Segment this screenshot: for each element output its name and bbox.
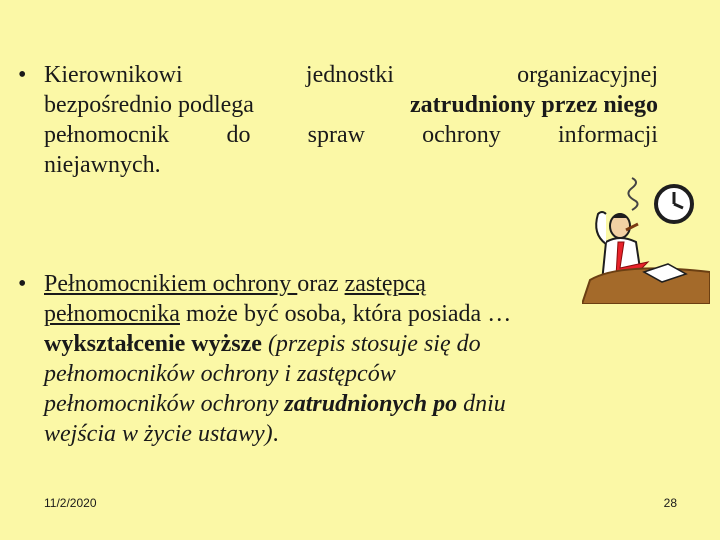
paragraph-line: wejścia w życie ustawy). (44, 421, 279, 447)
footer-date: 11/2/2020 (44, 496, 97, 510)
paragraph-line: bezpośrednio podlega zatrudniony przez niego (44, 92, 658, 118)
clock-icon (656, 186, 692, 222)
businessman-clock-clipart (582, 172, 710, 304)
bullet-dot: • (18, 271, 27, 297)
paragraph-line: pełnomocników ochrony i zastępców (44, 361, 396, 387)
paragraph-line: Pełnomocnikiem ochrony oraz zastępcą (44, 271, 426, 297)
paragraph-line: wykształcenie wyższe (przepis stosuje się do (44, 331, 481, 357)
paragraph-first (44, 60, 658, 180)
page-number: 28 (663, 496, 677, 510)
paragraph-line: Kierownikowi jednostki organizacyjnej (44, 62, 658, 88)
bullet-dot: • (18, 62, 27, 88)
paragraph-line: pełnomocnika może być osoba, która posiada … (44, 301, 512, 327)
paragraph-line: pełnomocników ochrony zatrudnionych po dniu (44, 391, 506, 417)
paragraph-line: pełnomocnik do spraw ochrony informacji (44, 122, 658, 148)
paragraph-line: niejawnych. (44, 152, 161, 178)
smoke-icon (628, 178, 637, 210)
